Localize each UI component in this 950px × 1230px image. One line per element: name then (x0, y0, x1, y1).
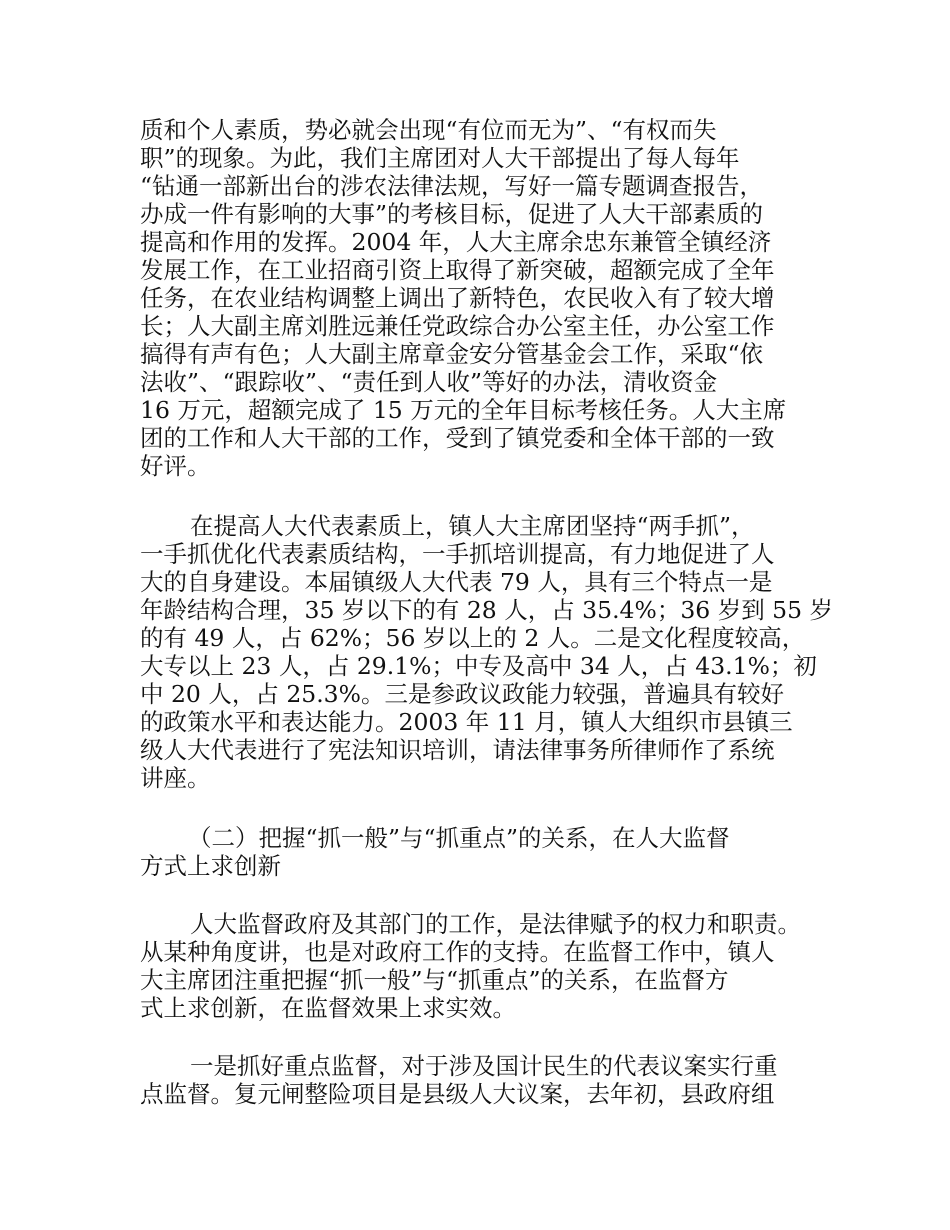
paragraph-4-line-3: 大主席团注重把握“抓一般”与“抓重点”的关系，在监督方 (140, 966, 729, 994)
paragraph-1-line-1: 质和个人素质，势必就会出现“有位而无为”、“有权而失 (140, 116, 717, 144)
paragraph-1-line-6: 发展工作，在工业招商引资上取得了新突破，超额完成了全年 (140, 256, 775, 284)
paragraph-1-line-11: 16 万元，超额完成了 15 万元的全年目标考核任务。人大主席 (140, 396, 787, 424)
paragraph-2-line-4: 年龄结构合理，35 岁以下的有 28 人，占 35.4%；36 岁到 55 岁 (140, 596, 834, 624)
paragraph-1-line-7: 任务，在农业结构调整上调出了新特色，农民收入有了较大增 (140, 284, 775, 312)
paragraph-2-line-1: 在提高人大代表素质上，镇人大主席团坚持“两手抓”， (190, 512, 755, 540)
paragraph-2-line-9: 级人大代表进行了宪法知识培训，请法律事务所律师作了系统 (140, 736, 775, 764)
paragraph-5-line-2: 点监督。复元闸整险项目是县级人大议案，去年初，县政府组 (140, 1080, 775, 1108)
paragraph-1-line-5: 提高和作用的发挥。2004 年，人大主席余忠东兼管全镇经济 (140, 228, 772, 256)
section-heading-line-1: （二）把握“抓一般”与“抓重点”的关系，在人大监督 (188, 824, 730, 852)
paragraph-2-line-2: 一手抓优化代表素质结构，一手抓培训提高，有力地促进了人 (140, 540, 775, 568)
paragraph-2-line-5: 的有 49 人，占 62%；56 岁以上的 2 人。二是文化程度较高， (140, 624, 806, 652)
paragraph-2-line-8: 的政策水平和表达能力。2003 年 11 月，镇人大组织市县镇三 (140, 708, 793, 736)
section-heading-line-2: 方式上求创新 (140, 852, 281, 880)
paragraph-1-line-3: “钻通一部新出台的涉农法律法规，写好一篇专题调查报告， (140, 172, 764, 200)
paragraph-2-line-3: 大的自身建设。本届镇级人大代表 79 人，具有三个特点一是 (140, 568, 773, 596)
paragraph-4-line-1: 人大监督政府及其部门的工作，是法律赋予的权力和职责。 (190, 910, 801, 938)
paragraph-1-line-13: 好评。 (140, 452, 211, 480)
paragraph-2-line-7: 中 20 人，占 25.3%。三是参政议政能力较强，普遍具有较好 (140, 680, 784, 708)
paragraph-2-line-6: 大专以上 23 人，占 29.1%；中专及高中 34 人，占 43.1%；初 (140, 652, 817, 680)
paragraph-1-line-10: 法收”、“跟踪收”、“责任到人收”等好的办法，清收资金 (140, 368, 718, 396)
paragraph-1-line-12: 团的工作和人大干部的工作，受到了镇党委和全体干部的一致 (140, 424, 775, 452)
paragraph-1-line-9: 搞得有声有色；人大副主席章金安分管基金会工作，采取“依 (140, 340, 764, 368)
paragraph-1-line-8: 长；人大副主席刘胜远兼任党政综合办公室主任，办公室工作 (140, 312, 775, 340)
paragraph-1-line-2: 职”的现象。为此，我们主席团对人大干部提出了每人每年 (140, 144, 740, 172)
paragraph-2-line-10: 讲座。 (140, 764, 211, 792)
paragraph-5-line-1: 一是抓好重点监督，对于涉及国计民生的代表议案实行重 (190, 1052, 778, 1080)
paragraph-4-line-4: 式上求创新，在监督效果上求实效。 (140, 994, 516, 1022)
paragraph-1-line-4: 办成一件有影响的大事”的考核目标，促进了人大干部素质的 (140, 200, 764, 228)
paragraph-4-line-2: 从某种角度讲，也是对政府工作的支持。在监督工作中，镇人 (140, 938, 775, 966)
